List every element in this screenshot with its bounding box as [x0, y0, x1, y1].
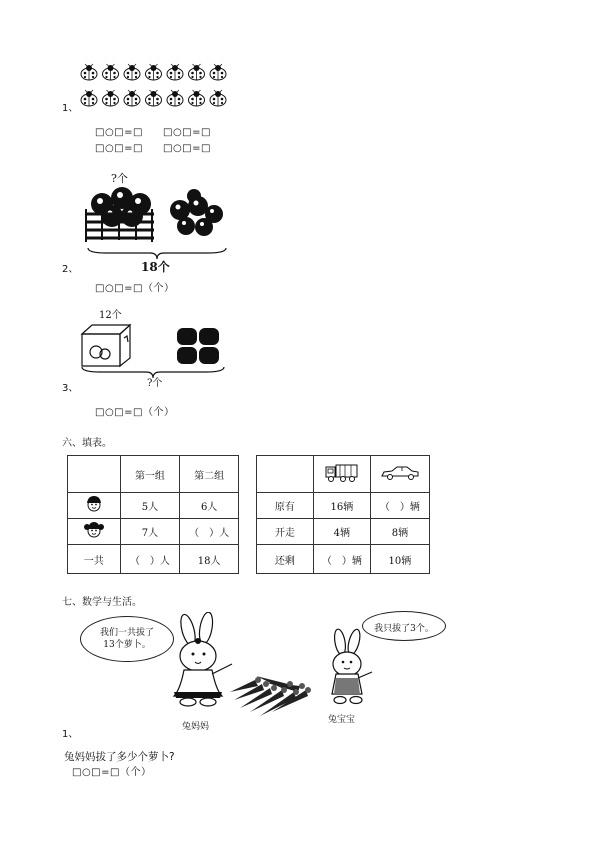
ladybug-icon — [103, 64, 119, 80]
table2-corner-cell — [257, 456, 314, 493]
table2-row-label: 开走 — [257, 519, 314, 545]
section6-title: 六、填表。 — [62, 438, 112, 449]
table1-corner-cell — [68, 456, 121, 493]
table1-cell: 18人 — [180, 545, 239, 574]
ladybug-icon — [81, 90, 97, 106]
girl-face-icon — [83, 521, 105, 539]
ladybug-icon — [189, 64, 205, 80]
ladybug-icon — [210, 64, 226, 80]
q2-total-label: 18个 — [141, 260, 170, 274]
bubble-right-text: 我只拔了3个。 — [374, 624, 434, 634]
q1-number: 1、 — [62, 103, 79, 114]
q1-equation-1: □○□=□ — [95, 127, 143, 138]
bubble-left-line-2: 13个萝卜。 — [103, 640, 151, 650]
table2-cell: 10辆 — [370, 545, 429, 574]
q3-question-label: ?个 — [147, 378, 163, 389]
ladybug-icon — [167, 90, 183, 106]
table1-boy-icon-cell — [68, 493, 121, 519]
basket-of-balls-illustration — [82, 184, 232, 249]
q3-box-label: 12个 — [99, 310, 122, 321]
q7-equation: □○□=□（个） — [72, 767, 152, 778]
ladybug-icon — [124, 64, 140, 80]
ladybug-icon — [146, 64, 162, 80]
table1-header-group1: 第一组 — [120, 456, 180, 493]
ladybug-rows — [78, 62, 238, 112]
table2-truck-icon-cell — [313, 456, 370, 493]
q2-equation: □○□=□（个） — [95, 283, 175, 294]
ladybug-icon — [189, 90, 205, 106]
q1-equation-2: □○□=□ — [163, 127, 211, 138]
car-icon — [380, 465, 420, 481]
table2-row-label: 还剩 — [257, 545, 314, 574]
ladybug-icon — [124, 90, 140, 106]
ladybug-icon — [103, 90, 119, 106]
box-and-balls-illustration — [78, 322, 228, 370]
ladybug-icon — [81, 64, 97, 80]
q3-number: 3、 — [62, 383, 79, 394]
q2-question-label: ?个 — [111, 172, 128, 185]
q7-question: 兔妈妈拔了多少个萝卜? — [64, 751, 175, 763]
table1-cell: （ ）人 — [180, 519, 239, 545]
table2-row-label: 原有 — [257, 493, 314, 519]
table2-cell: （ ）辆 — [313, 545, 370, 574]
group-count-table — [67, 455, 239, 574]
table2-car-icon-cell — [370, 456, 429, 493]
rabbits-and-carrots-illustration — [160, 612, 385, 722]
q1-equation-4: □○□=□ — [163, 143, 211, 154]
table1-header-group2: 第二组 — [180, 456, 239, 493]
q3-equation: □○□=□（个） — [95, 407, 175, 418]
table1-cell: 6人 — [180, 493, 239, 519]
ladybug-icon — [210, 90, 226, 106]
table2-cell: 8辆 — [370, 519, 429, 545]
table1-girl-icon-cell — [68, 519, 121, 545]
table1-cell: 7人 — [120, 519, 180, 545]
truck-icon — [325, 463, 359, 483]
table1-cell: （ ）人 — [120, 545, 180, 574]
table1-row-label: 一共 — [68, 545, 121, 574]
table2-cell: 16辆 — [313, 493, 370, 519]
vehicle-count-table — [256, 455, 430, 574]
table2-cell: 4辆 — [313, 519, 370, 545]
ladybug-icon — [167, 64, 183, 80]
label-mother-rabbit: 兔妈妈 — [182, 722, 210, 732]
table1-cell: 5人 — [120, 493, 180, 519]
boy-face-icon — [84, 495, 104, 513]
q2-total-brace — [86, 247, 228, 261]
q7-number: 1、 — [62, 729, 79, 740]
ladybug-icon — [146, 90, 162, 106]
label-baby-rabbit: 兔宝宝 — [328, 715, 356, 725]
bubble-left-line-1: 我们一共拔了 — [99, 628, 154, 638]
section7-title: 七、数学与生活。 — [62, 597, 142, 608]
q1-equation-3: □○□=□ — [95, 143, 143, 154]
table2-cell: （ ）辆 — [370, 493, 429, 519]
q2-number: 2、 — [62, 264, 79, 275]
